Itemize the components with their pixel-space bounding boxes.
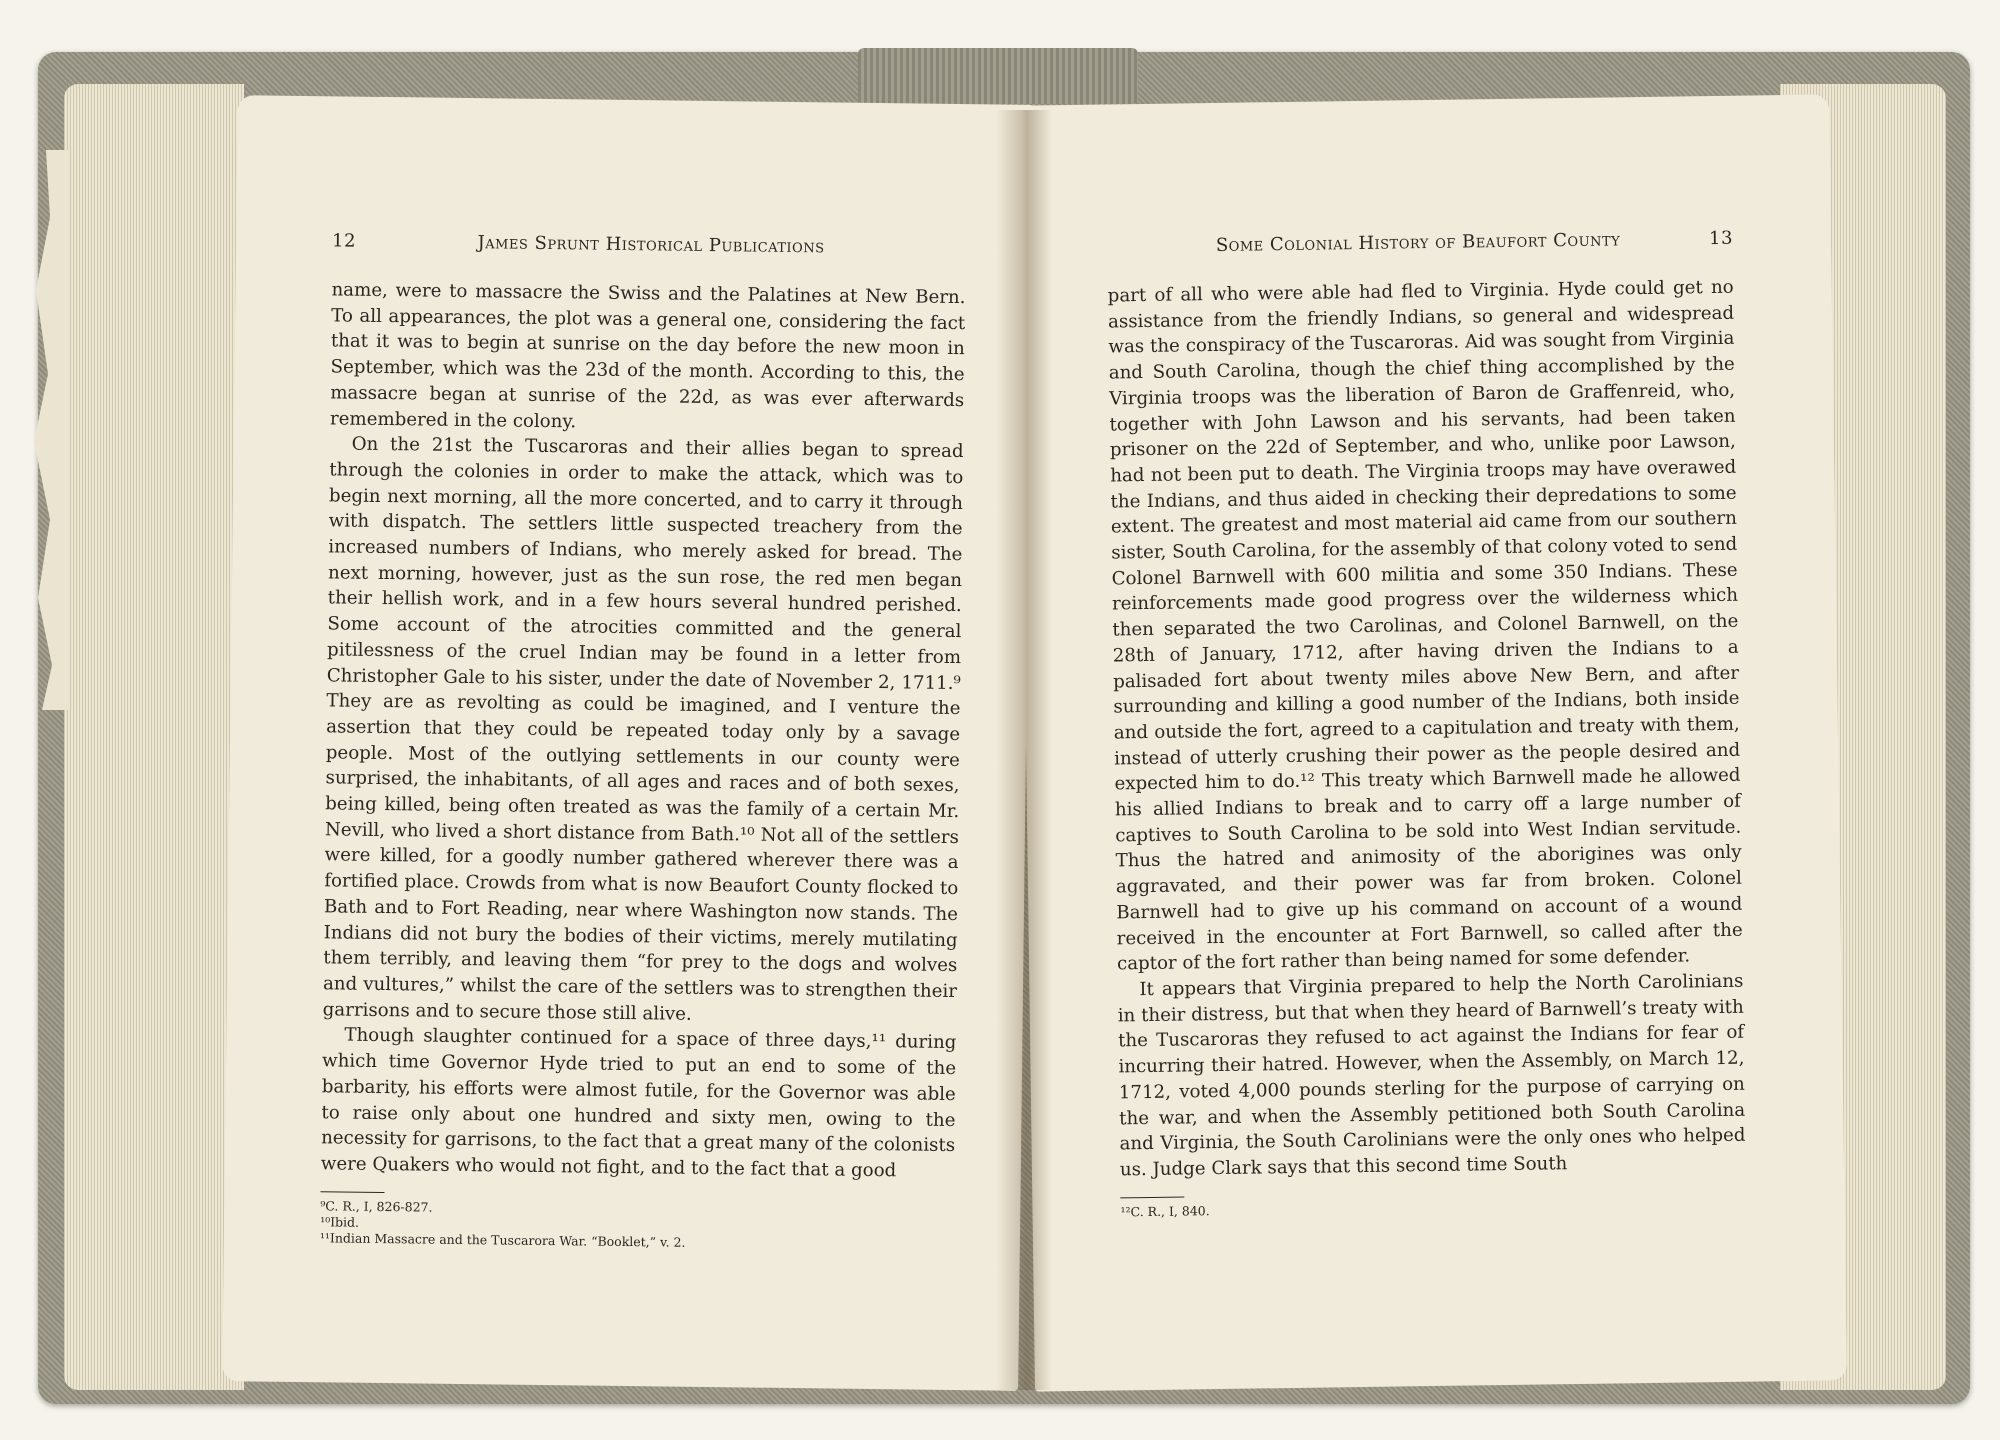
left-footnotes	[320, 1198, 955, 1254]
right-footnotes	[1120, 1195, 1746, 1220]
left-running-title: James Sprunt Historical Publications	[477, 232, 825, 258]
footnote: ¹⁰Ibid.	[320, 1213, 360, 1230]
paragraph: part of all who were able had fled to Virginia. Hyde could get no assistance from the friendly Indians, so general and widespread was the conspiracy of the Tuscaroras. Aid was sought from Virginia and South Carolina, though the chief thing accomplished by the Virginia troops was the liberation of Baron de Graffenreid, who, together with John Lawson and his servants, had been taken prisoner on the 22d of September, and who, unlike poor Lawson, had not been put to death. The Virginia troops may have overawed the Indians, and thus aided in checking their depredations to some extent. The greatest and most material aid came from our southern sister, South Carolina, for the assembly of that colony voted to send Colonel Barnwell with 600 militia and some 350 Indians. These reinforcements made good progress over the wilderness which then separated the two Carolinas, and Colonel Barnwell, on the 28th of January, 1712, after having driven the Indians to a palisaded fort about twenty miles above New Bern, and after surrounding and killing a good number of the Indians, both inside and outside the fort, agreed to a capitulation and treaty with them, instead of utterly crushing their power as the people desired and expected him to do.¹² This treaty which Barnwell made he allowed his allied Indians to break and to carry off a large number of captives to South Carolina to be sold into West Indian servitude. Thus the hatred and animosity of the aborigines was only aggravated, and their power was far from broken. Colonel Barnwell had to give up his command on account of a wound received in the encounter at Fort Barnwell, so called after the captor of the fort rather than being named for some defender.	[1107, 276, 1743, 975]
paragraph: It appears that Virginia prepared to help the North Carolinians in their distress, but that when they heard of Barnwell’s treaty with the Tuscaroras they refused to act against the Indians for fear of incurring their hatred. However, when the Assembly, on March 12, 1712, voted 4,000 pounds sterling for the purpose of carrying on the war, and when the Assembly petitioned both South Carolina and Virginia, the South Carolinians were the only ones who helped us. Judge Clark says that this second time South	[1117, 970, 1746, 1181]
left-page	[222, 95, 1034, 1391]
torn-page-edge	[30, 150, 70, 710]
left-page-body	[321, 277, 966, 1184]
left-page-number: 12	[331, 230, 357, 252]
right-page-body	[1108, 275, 1746, 1183]
footnote: ¹²C. R., I, 840.	[1120, 1202, 1210, 1220]
footnote-rule	[1120, 1196, 1184, 1198]
right-page	[1017, 94, 1847, 1391]
footnote-rule	[320, 1191, 384, 1193]
page-block-left	[64, 84, 244, 1390]
footnote: ¹¹Indian Massacre and the Tuscarora War. “Booklet,” v. 2.	[319, 1229, 686, 1250]
book-spine	[858, 48, 1138, 104]
right-page-number: 13	[1708, 227, 1734, 250]
footnote: ⁹C. R., I, 826-827.	[320, 1197, 433, 1215]
left-page-header	[332, 230, 966, 259]
paragraph: name, were to massacre the Swiss and the Palatines at New Bern. To all appearances, the plot was a general one, considering the fact that it was to begin at sunrise on the day before the new moon in September, which was the 23d of the month. According to this, the massacre began at sunrise of the 22d, as was ever afterwards remembered in the colony.	[329, 279, 966, 432]
right-page-header	[1107, 228, 1733, 258]
right-running-title: Some Colonial History of Beaufort County	[1215, 229, 1621, 256]
paragraph: On the 21st the Tuscaroras and their allies began to spread through the colonies in order to make the attack, which was to begin next morning, all the more concerted, and to carry it through with dispatch. The settlers little suspected treachery from the increased numbers of Indians, who merely asked for bread. The next morning, however, just as the sun rose, the red men began their hellish work, and in a few hours several hundred perished. Some account of the atrocities committed and the general pitilessness of the cruel Indian may be found in a letter from Christopher Gale to his sister, under the date of November 2, 1711.⁹ They are as revolting as could be imagined, and I venture the assertion that they could be repeated today only by a savage people. Most of the outlying settlements in our county were surprised, the inhabitants, of all ages and races and of both sexes, being killed, being often treated as was the family of a certain Mr. Nevill, who lived a short distance from Bath.¹⁰ Not all of the settlers were killed, for a goodly number gathered wherever there was a fortified place. Crowds from what is now Beaufort County flocked to Bath and to Fort Reading, near where Washington now stands. The Indians did not bury the bodies of their victims, merely mutilating them terribly, and leaving them “for prey to the dogs and wolves and vultures,” whilst the care of the settlers was to strengthen their garrisons and to secure those still alive.	[322, 433, 964, 1025]
paragraph: Though slaughter continued for a space of three days,¹¹ during which time Governor Hyde tried to put an end to some of the barbarity, his efforts were almost futile, for the Governor was able to raise only about one hundred and sixty men, owing to the necessity for garrisons, to the fact that a great many of the colonists were Quakers who would not fight, and to the fact that a good	[320, 1024, 957, 1182]
